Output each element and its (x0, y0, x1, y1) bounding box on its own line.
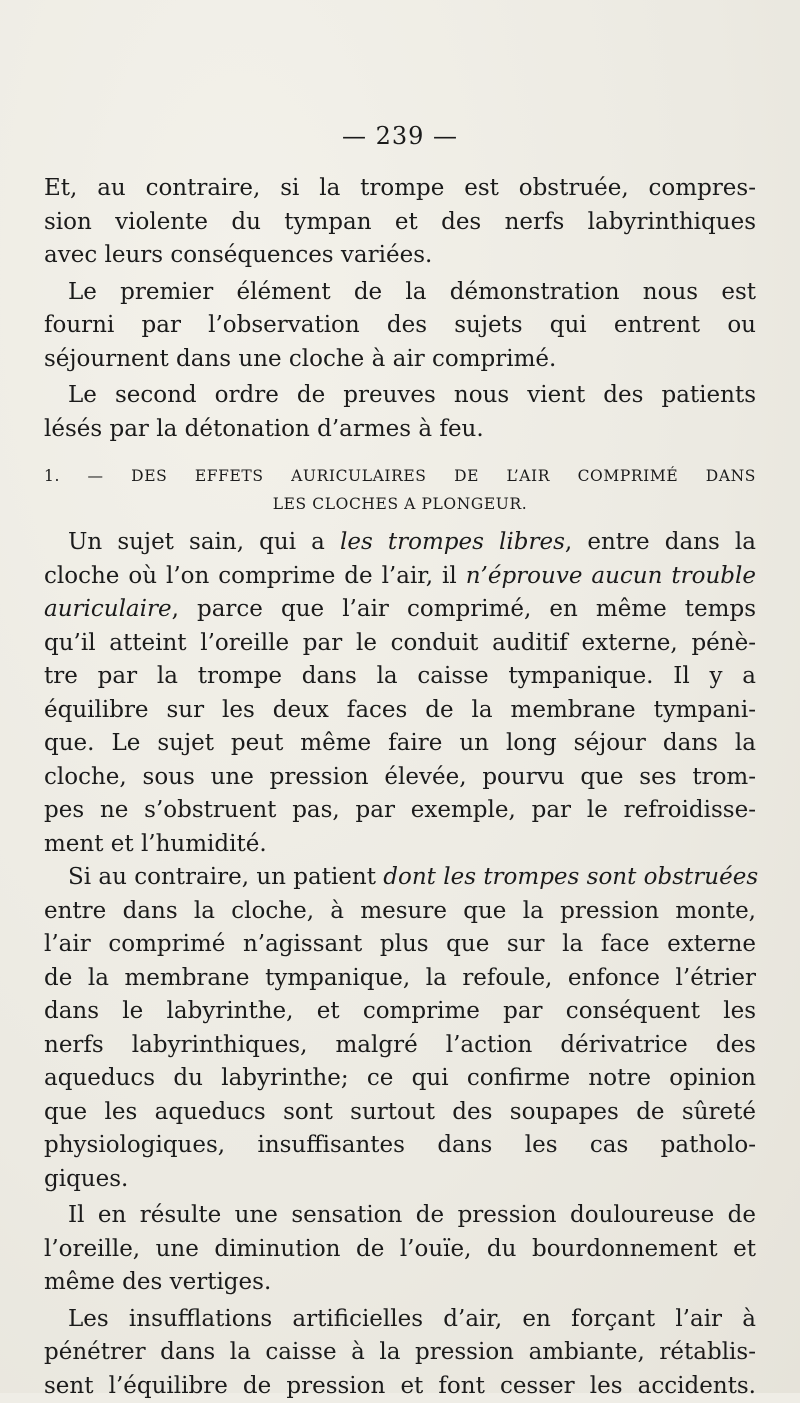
text-line: Le premier élément de la démonstration nous est (44, 276, 756, 310)
text-line: sion violente du tympan et des nerfs labyrinthiques (44, 206, 756, 240)
text-line: tre par la trompe dans la caisse tympanique. Il y a (44, 660, 756, 694)
text-line (44, 861, 756, 895)
italic-run: n’éprouve aucun trouble (466, 563, 756, 589)
text-line: sent l’équilibre de pression et font cesser les accidents. (44, 1370, 756, 1403)
paragraph-1 (44, 172, 756, 273)
text-line: avec leurs conséquences variées. (44, 239, 756, 273)
paragraph-5 (44, 861, 756, 1196)
paragraph-7 (44, 1303, 756, 1403)
text-line: pes ne s’obstruent pas, par exemple, par le refroidisse- (44, 794, 756, 828)
text-line: Les insufflations artificielles d’air, en forçant l’air à (44, 1303, 756, 1337)
italic-run: dont les trompes sont obstruées (383, 864, 758, 890)
text-line: entre dans la cloche, à mesure que la pression monte, (44, 895, 756, 929)
text-line: de la membrane tympanique, la refoule, enfonce l’étrier (44, 962, 756, 996)
text-line: l’oreille, une diminution de l’ouïe, du bourdonnement et (44, 1233, 756, 1267)
text-run: , entre dans la (565, 529, 756, 555)
text-line: que les aqueducs sont surtout des soupapes de sûreté (44, 1096, 756, 1130)
italic-run: les trompes libres (340, 529, 565, 555)
paragraph-4 (44, 526, 756, 861)
text-line: nerfs labyrinthiques, malgré l’action dérivatrice des (44, 1029, 756, 1063)
text-line: fourni par l’observation des sujets qui entrent ou (44, 309, 756, 343)
text-run: Un sujet sain, qui a (68, 529, 340, 555)
text-line: même des vertiges. (44, 1266, 756, 1300)
text-line: physiologiques, insuffisantes dans les cas patholo- (44, 1129, 756, 1163)
text-line: giques. (44, 1163, 756, 1197)
heading-line: LES CLOCHES A PLONGEUR. (44, 490, 756, 518)
text-line: dans le labyrinthe, et comprime par conséquent les (44, 995, 756, 1029)
text-line: cloche, sous une pression élevée, pourvu que ses trom- (44, 761, 756, 795)
text-run: Si au contraire, un patient (68, 864, 383, 890)
text-line: Le second ordre de preuves nous vient des patients (44, 379, 756, 413)
paragraph-6 (44, 1199, 756, 1300)
text-line: qu’il atteint l’oreille par le conduit auditif externe, pénè- (44, 627, 756, 661)
text-line: lésés par la détonation d’armes à feu. (44, 413, 756, 447)
text-line: ment et l’humidité. (44, 828, 756, 862)
text-line: Et, au contraire, si la trompe est obstruée, compres- (44, 172, 756, 206)
page-body (44, 172, 756, 1403)
text-line (44, 526, 756, 560)
text-run: , parce que l’air comprimé, en même temps (172, 596, 756, 622)
text-line (44, 593, 756, 627)
text-line: aqueducs du labyrinthe; ce qui confirme notre opinion (44, 1062, 756, 1096)
paragraph-3 (44, 379, 756, 446)
italic-run: auriculaire (44, 596, 172, 622)
heading-line: 1. — DES EFFETS AURICULAIRES DE L’AIR COMPRIMÉ DANS (44, 462, 756, 490)
text-line (44, 560, 756, 594)
text-line: équilibre sur les deux faces de la membrane tympani- (44, 694, 756, 728)
text-line: Il en résulte une sensation de pression douloureuse de (44, 1199, 756, 1233)
paragraph-2 (44, 276, 756, 377)
text-line: séjournent dans une cloche à air comprimé. (44, 343, 756, 377)
text-line: que. Le sujet peut même faire un long séjour dans la (44, 727, 756, 761)
text-line: pénétrer dans la caisse à la pression ambiante, rétablis- (44, 1336, 756, 1370)
text-run: cloche où l’on comprime de l’air, il (44, 563, 466, 589)
section-heading (44, 462, 756, 518)
text-line: l’air comprimé n’agissant plus que sur la face externe (44, 928, 756, 962)
page-number: — 239 — (0, 122, 800, 150)
